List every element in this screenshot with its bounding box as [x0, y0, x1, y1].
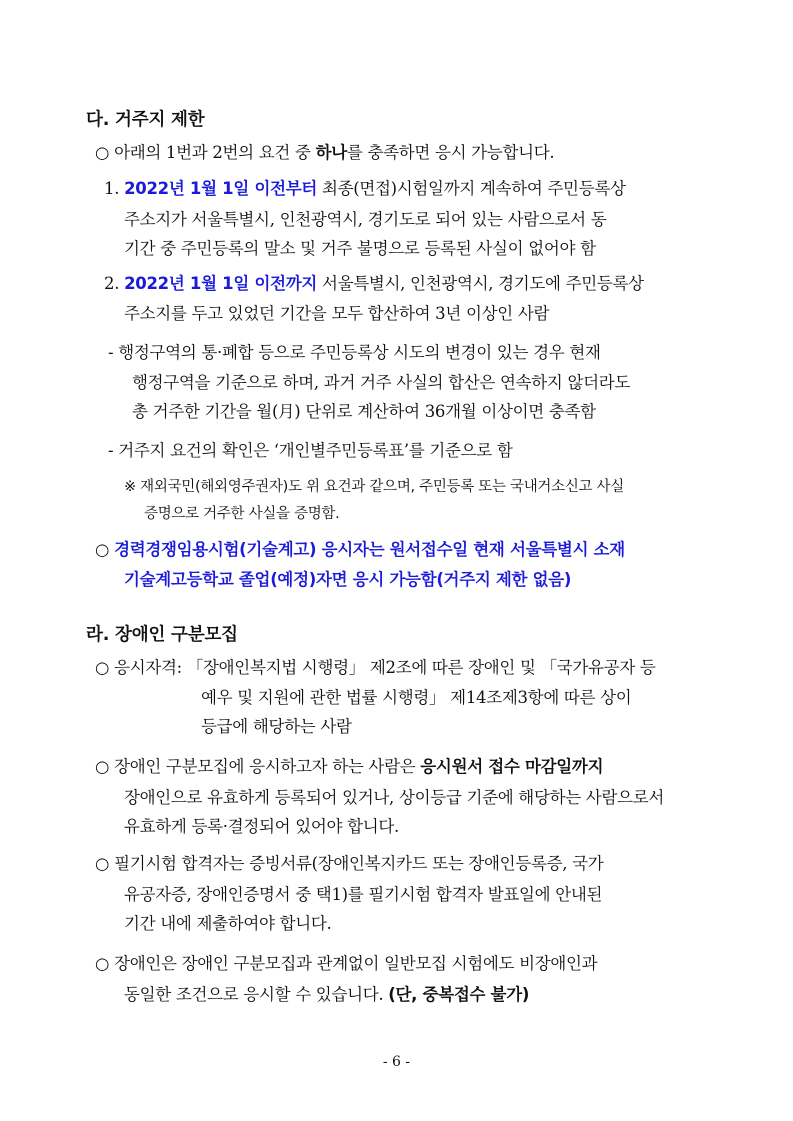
residence-item-2-line-2: 주소지를 두고 있었던 기간을 모두 합산하여 3년 이상인 사람 — [124, 304, 550, 323]
residence-dash-1-line-2: 행정구역을 기준으로 하며, 과거 거주 사실의 합산은 연속하지 않더라도 — [132, 373, 631, 392]
residence-dash-1-line-3: 총 거주한 기간을 월(月) 단위로 계산하여 36개월 이상이면 충족함 — [132, 402, 596, 421]
disability-registration: ○ 장애인 구분모집에 응시하고자 하는 사람은 응시원서 접수 마감일까지 — [95, 757, 604, 776]
section-heading-residence: 다. 거주지 제한 — [86, 110, 205, 130]
residence-item-1-line-3: 기간 중 주민등록의 말소 및 거주 불명으로 등록된 사실이 없어야 함 — [124, 239, 596, 258]
disability-registration-line-3: 유효하게 등록·결정되어 있어야 합니다. — [124, 817, 399, 836]
residence-intro: ○ 아래의 1번과 2번의 요건 중 하나를 충족하면 응시 가능합니다. — [95, 143, 555, 162]
disability-documents-line-2: 유공자증, 장애인증명서 중 택1)를 필기시험 합격자 발표일에 안내된 — [124, 885, 603, 904]
circle-bullet-icon: ○ — [95, 854, 110, 873]
circle-bullet-icon: ○ — [95, 540, 110, 559]
disability-documents: ○ 필기시험 합격자는 증빙서류(장애인복지카드 또는 장애인등록증, 국가 — [95, 854, 604, 873]
circle-bullet-icon: ○ — [95, 954, 110, 973]
career-exam-note: ○ 경력경쟁임용시험(기술계고) 응시자는 원서접수일 현재 서울특별시 소재 — [95, 540, 625, 559]
residence-dash-1: - 행정구역의 통·폐합 등으로 주민등록상 시도의 변경이 있는 경우 현재 — [108, 343, 601, 362]
disability-documents-line-3: 기간 내에 제출하여야 합니다. — [124, 914, 332, 933]
disability-general-exam: ○ 장애인은 장애인 구분모집과 관계없이 일반모집 시험에도 비장애인과 — [95, 954, 598, 973]
career-exam-note-line-2: 기술계고등학교 졸업(예정)자면 응시 가능함(거주지 제한 없음) — [124, 570, 572, 589]
residence-item-1-line-2: 주소지가 서울특별시, 인천광역시, 경기도로 되어 있는 사람으로서 동 — [124, 210, 607, 229]
disability-eligibility: ○ 응시자격: 「장애인복지법 시행령」 제2조에 따른 장애인 및 「국가유공자 등 — [95, 658, 656, 677]
residence-dash-2: - 거주지 요건의 확인은 ‘개인별주민등록표’를 기준으로 함 — [108, 441, 513, 460]
disability-general-exam-line-2: 동일한 조건으로 응시할 수 있습니다. (단, 중복접수 불가) — [124, 985, 530, 1004]
residence-note-line-2: 증명으로 거주한 사실을 증명함. — [144, 506, 340, 522]
section-heading-disability: 라. 장애인 구분모집 — [86, 625, 238, 645]
disability-eligibility-line-3: 등급에 해당하는 사람 — [201, 717, 352, 736]
page-number: - 6 - — [382, 1054, 411, 1070]
circle-bullet-icon: ○ — [95, 143, 110, 162]
circle-bullet-icon: ○ — [95, 757, 110, 776]
circle-bullet-icon: ○ — [95, 658, 110, 677]
disability-eligibility-line-2: 예우 및 지원에 관한 법률 시행령」 제14조제3항에 따른 상이 — [201, 688, 632, 707]
residence-item-1: 1. 2022년 1월 1일 이전부터 최종(면접)시험일까지 계속하여 주민등록상 — [104, 179, 626, 198]
residence-note: ※ 재외국민(해외영주권자)도 위 요건과 같으며, 주민등록 또는 국내거소신고 사실 — [124, 479, 624, 495]
disability-registration-line-2: 장애인으로 유효하게 등록되어 있거나, 상이등급 기준에 해당하는 사람으로서 — [124, 788, 665, 807]
residence-item-2: 2. 2022년 1월 1일 이전까지 서울특별시, 인천광역시, 경기도에 주민등록상 — [104, 274, 644, 293]
